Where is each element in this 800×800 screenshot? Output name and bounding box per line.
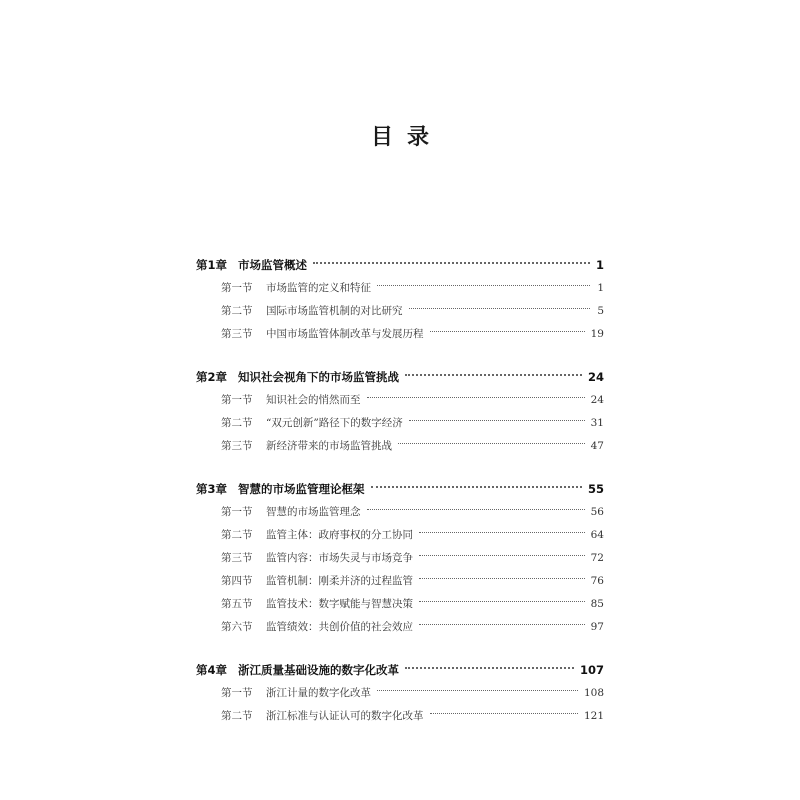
toc-chapter-2 <box>196 366 604 458</box>
section-number: 第四节 <box>221 575 253 587</box>
page-number: 1 <box>595 258 604 272</box>
section-number: 第五节 <box>221 598 253 610</box>
page-number: 85 <box>590 598 604 610</box>
toc-entry-section[interactable] <box>196 570 604 593</box>
section-title: 监管内容：市场失灵与市场竞争 <box>266 552 413 564</box>
chapter-number: 第3章 <box>196 482 228 496</box>
section-title: 浙江标准与认证认可的数字化改革 <box>266 710 424 722</box>
page-number: 64 <box>590 529 604 541</box>
chapter-title: 市场监管概述 <box>238 258 307 272</box>
chapter-title: 浙江质量基础设施的数字化改革 <box>238 663 399 677</box>
section-number: 第三节 <box>221 552 253 564</box>
toc-entry-section[interactable] <box>196 501 604 524</box>
page-number: 31 <box>590 417 604 429</box>
dot-leader <box>409 420 585 421</box>
table-of-contents <box>196 254 604 748</box>
toc-entry-section[interactable] <box>196 547 604 570</box>
toc-entry-section[interactable] <box>196 412 604 435</box>
dot-leader <box>419 578 585 579</box>
section-number: 第一节 <box>221 506 253 518</box>
toc-entry-section[interactable] <box>196 593 604 616</box>
section-title: 浙江计量的数字化改革 <box>266 687 371 699</box>
page-number: 72 <box>590 552 604 564</box>
dot-leader <box>313 262 590 264</box>
toc-entry-section[interactable] <box>196 389 604 412</box>
section-number: 第一节 <box>221 282 253 294</box>
chapter-number: 第1章 <box>196 258 228 272</box>
toc-entry-section[interactable] <box>196 435 604 458</box>
section-title: 知识社会的悄然而至 <box>266 394 361 406</box>
section-number: 第一节 <box>221 394 253 406</box>
section-number: 第三节 <box>221 328 253 340</box>
section-number: 第二节 <box>221 305 253 317</box>
page-number: 56 <box>590 506 604 518</box>
dot-leader <box>430 331 585 332</box>
toc-chapter-1 <box>196 254 604 346</box>
page-number: 47 <box>590 440 604 452</box>
toc-entry-chapter[interactable] <box>196 659 604 682</box>
section-title: 监管机制：刚柔并济的过程监管 <box>266 575 413 587</box>
dot-leader <box>430 713 578 714</box>
page-title: 目录 <box>370 125 443 150</box>
page-number: 76 <box>590 575 604 587</box>
section-title: “双元创新”路径下的数字经济 <box>266 417 403 429</box>
section-title: 中国市场监管体制改革与发展历程 <box>266 328 424 340</box>
dot-leader <box>419 601 585 602</box>
page-number: 19 <box>590 328 604 340</box>
toc-entry-section[interactable] <box>196 682 604 705</box>
chapter-title: 智慧的市场监管理论框架 <box>238 482 365 496</box>
toc-entry-section[interactable] <box>196 323 604 346</box>
toc-entry-chapter[interactable] <box>196 254 604 277</box>
page-number: 55 <box>587 482 604 496</box>
toc-entry-section[interactable] <box>196 616 604 639</box>
section-title: 国际市场监管机制的对比研究 <box>266 305 403 317</box>
section-number: 第二节 <box>221 710 253 722</box>
dot-leader <box>419 532 585 533</box>
page-number: 1 <box>597 282 604 294</box>
section-number: 第六节 <box>221 621 253 633</box>
dot-leader <box>409 308 591 309</box>
page-number: 5 <box>597 305 604 317</box>
section-title: 监管主体：政府事权的分工协同 <box>266 529 413 541</box>
toc-entry-section[interactable] <box>196 277 604 300</box>
section-title: 智慧的市场监管理念 <box>266 506 361 518</box>
dot-leader <box>377 690 578 691</box>
chapter-number: 第4章 <box>196 663 228 677</box>
section-title: 监管绩效：共创价值的社会效应 <box>266 621 413 633</box>
page-number: 121 <box>583 710 604 722</box>
section-number: 第三节 <box>221 440 253 452</box>
page-number: 107 <box>579 663 604 677</box>
chapter-number: 第2章 <box>196 370 228 384</box>
dot-leader <box>367 397 585 398</box>
page-number: 24 <box>590 394 604 406</box>
section-number: 第二节 <box>221 529 253 541</box>
dot-leader <box>405 374 582 376</box>
dot-leader <box>405 667 574 669</box>
toc-chapter-4 <box>196 659 604 728</box>
toc-chapter-3 <box>196 478 604 639</box>
page-number: 97 <box>590 621 604 633</box>
toc-entry-chapter[interactable] <box>196 478 604 501</box>
page-number: 24 <box>587 370 604 384</box>
dot-leader <box>419 624 585 625</box>
section-number: 第二节 <box>221 417 253 429</box>
dot-leader <box>367 509 585 510</box>
dot-leader <box>398 443 585 444</box>
section-number: 第一节 <box>221 687 253 699</box>
dot-leader <box>371 486 582 488</box>
toc-entry-section[interactable] <box>196 524 604 547</box>
toc-entry-section[interactable] <box>196 300 604 323</box>
chapter-title: 知识社会视角下的市场监管挑战 <box>238 370 399 384</box>
dot-leader <box>419 555 585 556</box>
toc-entry-chapter[interactable] <box>196 366 604 389</box>
section-title: 市场监管的定义和特征 <box>266 282 371 294</box>
toc-entry-section[interactable] <box>196 705 604 728</box>
section-title: 新经济带来的市场监管挑战 <box>266 440 392 452</box>
dot-leader <box>377 285 590 286</box>
page-number: 108 <box>583 687 604 699</box>
section-title: 监管技术：数字赋能与智慧决策 <box>266 598 413 610</box>
